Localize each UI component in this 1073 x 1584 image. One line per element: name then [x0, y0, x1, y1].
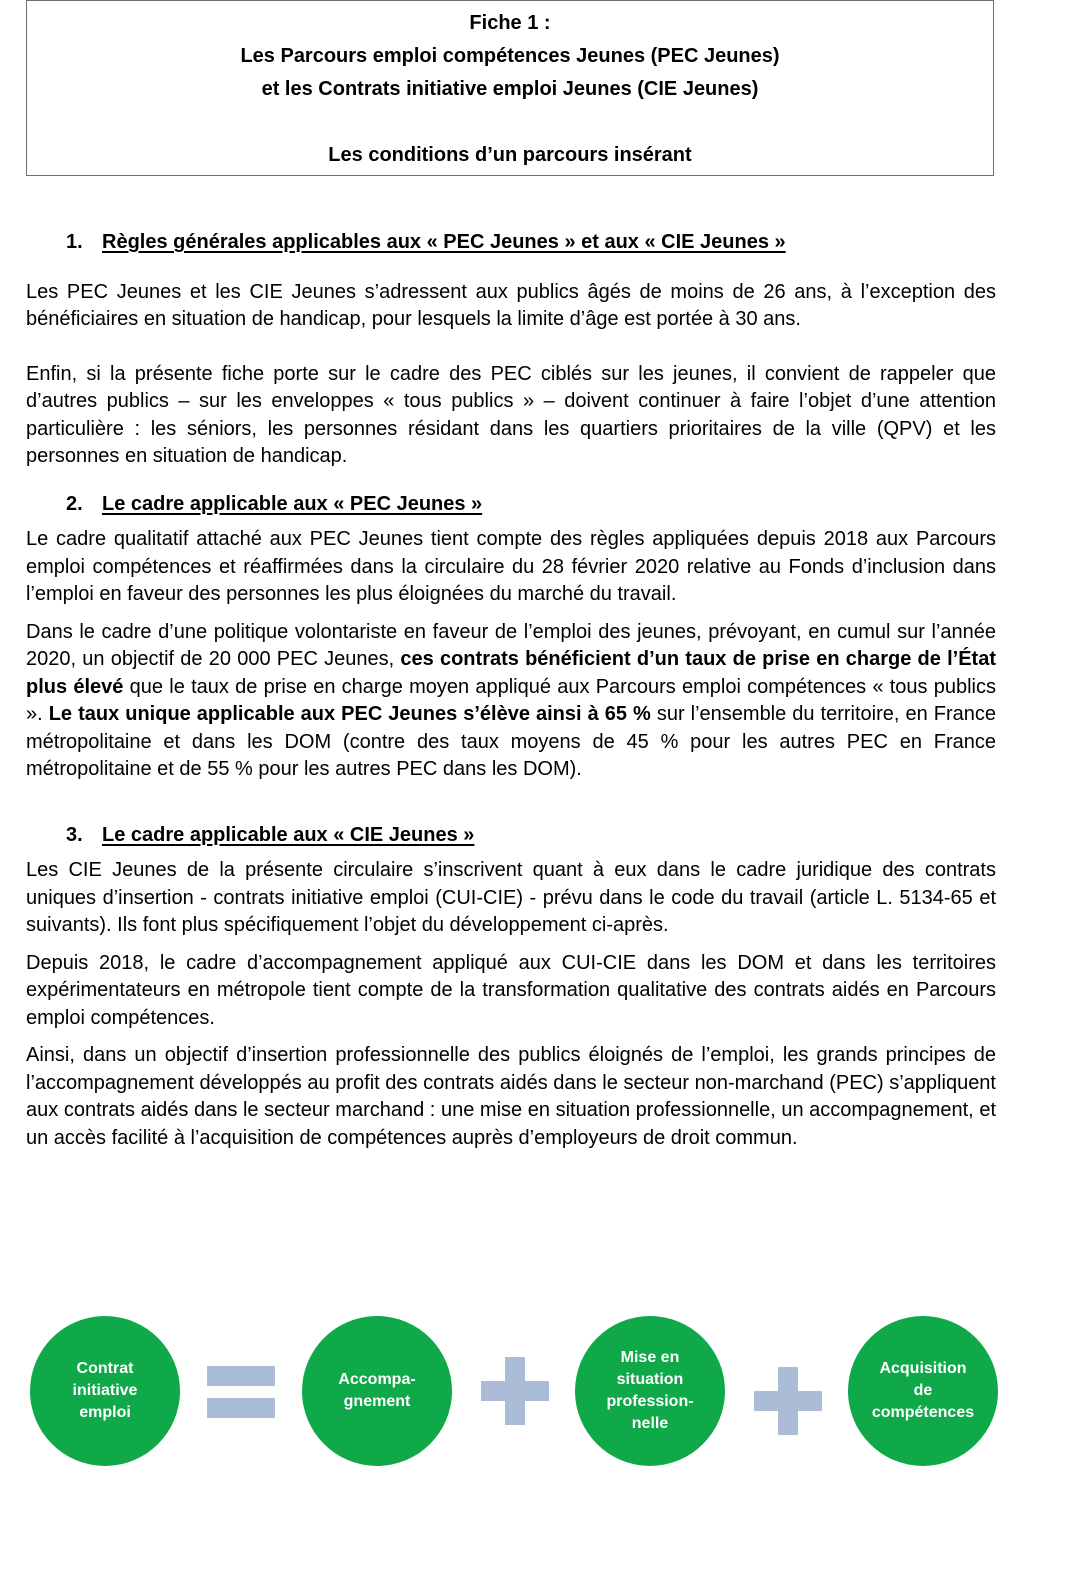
- circle-label-line: Contrat: [76, 1360, 134, 1377]
- section-1-number: 1.: [66, 231, 83, 253]
- section-3-heading: [26, 822, 996, 850]
- circle-label-line: initiative: [72, 1382, 138, 1399]
- section-3-title: Le cadre applicable aux « CIE Jeunes »: [102, 823, 475, 846]
- circle-label-line: de: [913, 1382, 933, 1399]
- fiche-subtitle: Les conditions d’un parcours insérant: [328, 144, 692, 166]
- paragraph-text: que le taux de prise en charge moyen appliqué aux Parcours emploi compétences « tous publics ».: [26, 675, 996, 725]
- section-1-heading: [26, 229, 996, 257]
- circle-label-line: gnement: [343, 1393, 411, 1410]
- section-2-title: Le cadre applicable aux « PEC Jeunes »: [102, 492, 483, 515]
- section-2-heading: [26, 491, 996, 519]
- section-2-paragraph-1: Le cadre qualitatif attaché aux PEC Jeunes tient compte des règles appliquées depuis 2018 aux Parcours emploi compétences et réaffirmées dans la circulaire du 28 février 2020 relative au Fonds d’inclusion dans l’emploi en faveur des personnes les plus éloignées du marché du travail.: [26, 528, 996, 605]
- circle-label-line: compétences: [871, 1404, 975, 1421]
- bold-emphasis-unique-rate: Le taux unique applicable aux PEC Jeunes s’élève ainsi à 65 %: [48, 703, 651, 725]
- circle-label-line: emploi: [79, 1404, 131, 1421]
- section-3-paragraph-2: Depuis 2018, le cadre d’accompagnement appliqué aux CUI-CIE dans les DOM et dans les territoires expérimentateurs en métropole tient compte de la transformation qualitative des contrats aidés en Parcours emploi compétences.: [26, 951, 996, 1029]
- fiche-title-line-2: et les Contrats initiative emploi Jeunes (CIE Jeunes): [261, 78, 759, 100]
- circle-acquisition-competences: [848, 1316, 998, 1466]
- section-1-paragraph-1: Les PEC Jeunes et les CIE Jeunes s’adressent aux publics âgés de moins de 26 ans, à l’exception des bénéficiaires en situation de handicap, pour lesquels la limite d’âge est portée à 30 ans.: [26, 280, 996, 330]
- section-2-number: 2.: [66, 492, 83, 515]
- circle-label-line: profession-: [606, 1393, 694, 1410]
- bold-emphasis-rate: ces contrats bénéficient d’un taux de prise en charge de l’État plus élevé: [26, 648, 996, 698]
- section-2-paragraph-2: [26, 619, 996, 784]
- circle-contrat-initiative-emploi: [30, 1316, 180, 1466]
- plus-icon: [481, 1357, 549, 1425]
- fiche-title-line-1: Les Parcours emploi compétences Jeunes (PEC Jeunes): [240, 45, 780, 67]
- section-3-paragraph-1: Les CIE Jeunes de la présente circulaire s’inscrivent quant à eux dans le cadre juridique des contrats uniques d’insertion - contrats initiative emploi (CUI-CIE) - prévu dans le code du travail (article L. 5134-65 et suivants). Ils font plus spécifiquement l’objet du développement ci-après.: [26, 859, 996, 936]
- paragraph-text: sur l’ensemble du territoire, en France métropolitaine et dans les DOM (contre des taux moyens de 45 % pour les autres PEC en France métropolitaine et de 55 % pour les autres PEC dans les DOM).: [26, 703, 997, 780]
- plus-icon: [754, 1367, 822, 1435]
- paragraph-text: Dans le cadre d’une politique volontariste en faveur de l’emploi des jeunes, prévoyant, en cumul sur l’année 2020, un objectif de 20 000 PEC Jeunes,: [26, 620, 996, 670]
- document-body: [26, 229, 996, 1152]
- circle-label-line: Mise en: [620, 1349, 680, 1366]
- circle-accompagnement: [302, 1316, 452, 1466]
- fiche-title-box: [26, 0, 994, 176]
- section-3-number: 3.: [66, 823, 83, 846]
- title-spacer: [27, 106, 993, 139]
- fiche-number: Fiche 1 :: [469, 12, 551, 34]
- section-1-paragraph-2: Enfin, si la présente fiche porte sur le cadre des PEC ciblés sur les jeunes, il convient de rappeler que d’autres publics – sur les enveloppes « tous publics » – doivent continuer à faire l’objet d’une attention particulière : les séniors, les personnes résidant dans les quartiers prioritaires de la ville (QPV) et les personnes en situation de handicap.: [26, 362, 996, 467]
- circle-label-line: nelle: [631, 1415, 669, 1432]
- equals-icon-bottom-bar: [207, 1398, 275, 1418]
- section-1-title: Règles générales applicables aux « PEC Jeunes » et aux « CIE Jeunes »: [102, 231, 786, 253]
- circle-label-line: situation: [616, 1371, 684, 1388]
- circle-mise-en-situation: [575, 1316, 725, 1466]
- circle-label-line: Accompa-: [338, 1371, 416, 1388]
- circle-label-line: Acquisition: [879, 1360, 967, 1377]
- section-3-paragraph-3: Ainsi, dans un objectif d’insertion professionnelle des publics éloignés de l’emploi, les grands principes de l’accompagnement développés au profit des contrats aidés dans le secteur non-marchand (PEC) s’appliquent aux contrats aidés dans le secteur marchand : une mise en situation professionnelle, un accompagnement, et un accès facilité à l’acquisition de compétences auprès d’employeurs de droit commun.: [26, 1044, 996, 1149]
- equals-icon-top-bar: [207, 1366, 275, 1386]
